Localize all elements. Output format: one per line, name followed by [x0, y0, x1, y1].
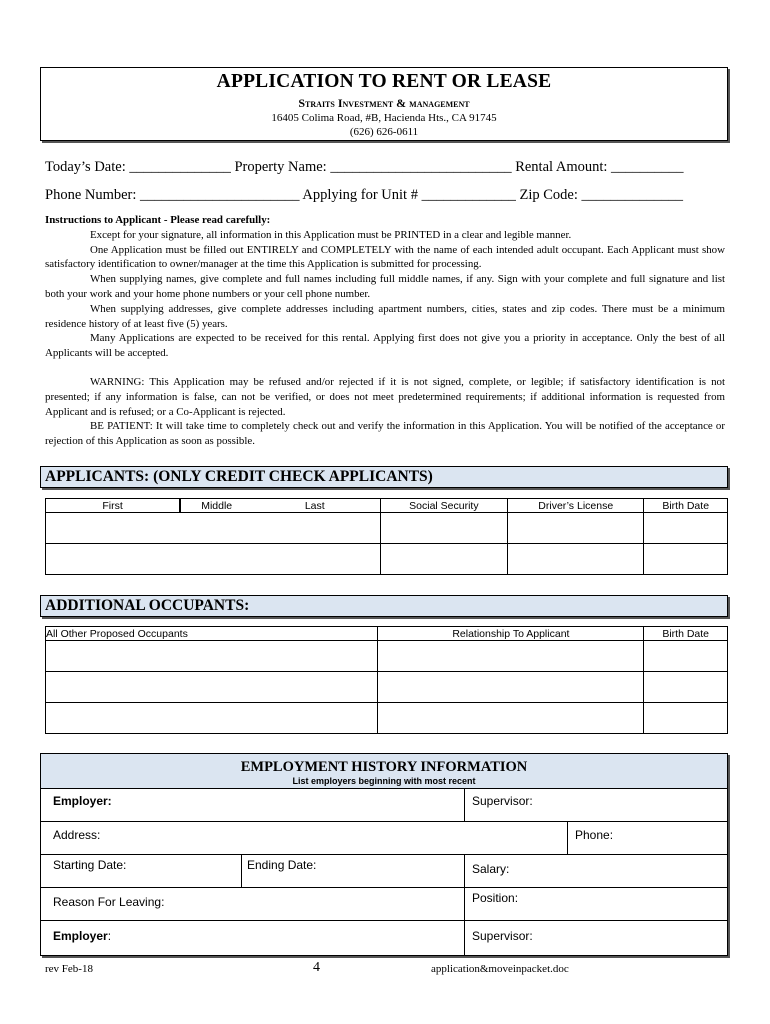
phone-field[interactable]: Phone:	[575, 828, 614, 842]
company-address: 16405 Colima Road, #B, Hacienda Hts., CA 91745	[271, 112, 497, 124]
table-row	[46, 703, 728, 734]
header-box	[40, 67, 728, 141]
table-row	[46, 672, 728, 703]
employment-subtitle: List employers beginning with most recent	[292, 776, 476, 786]
col-header-birth-date: Birth Date	[644, 627, 728, 641]
position-field[interactable]: Position:	[472, 891, 519, 905]
col-header-license: Driver’s License	[508, 499, 644, 513]
ending-date-field[interactable]: Ending Date:	[247, 858, 317, 872]
salary-field[interactable]: Salary:	[472, 862, 510, 876]
table-row	[46, 544, 728, 575]
table-row	[46, 513, 728, 544]
footer-page-number: 4	[313, 960, 320, 975]
occupant-name-cell[interactable]	[46, 672, 378, 703]
occupant-birth-cell[interactable]	[644, 641, 728, 672]
occupant-relationship-cell[interactable]	[378, 703, 644, 734]
footer-revision: rev Feb-18	[45, 963, 93, 975]
instruction-paragraph: Except for your signature, all information in this Application must be PRINTED in a clear and legible manner.	[90, 228, 572, 241]
employment-section	[40, 753, 728, 956]
instruction-paragraph: Many Applications are expected to be received for this rental. Applying first does not give you a priority in acceptance. Only the best of all Applicants will be accepted.	[45, 332, 725, 360]
instructions-heading: Instructions to Applicant - Please read carefully:	[45, 214, 271, 226]
col-header-last: Last	[304, 499, 325, 512]
occupant-name-cell[interactable]	[46, 641, 378, 672]
employment-title: EMPLOYMENT HISTORY INFORMATION	[240, 759, 528, 775]
employment-header	[41, 754, 727, 788]
applicant-license-cell[interactable]	[508, 544, 644, 575]
col-header-ssn: Social Security	[380, 499, 507, 513]
instruction-paragraph: One Application must be filled out ENTIRELY and COMPLETELY with the name of each intended adult occupant. Each Applicant must show satisfactory identification to owner/manager at the time this Application is submitted for processing.	[45, 243, 725, 271]
reason-for-leaving-field[interactable]: Reason For Leaving:	[53, 895, 165, 909]
applicants-section-title: APPLICANTS: (ONLY CREDIT CHECK APPLICANTS)	[40, 466, 728, 488]
field-line-dates[interactable]: Today’s Date: ______________ Property Name: _________________________ Rental Amount: __________	[45, 159, 684, 175]
occupant-relationship-cell[interactable]	[378, 641, 644, 672]
page-title: APPLICATION TO RENT OR LEASE	[216, 71, 552, 92]
applicant-ssn-cell[interactable]	[380, 513, 507, 544]
instructions	[45, 213, 725, 449]
employer-field-2[interactable]: Employer:	[53, 929, 112, 943]
starting-date-field[interactable]: Starting Date:	[53, 858, 127, 872]
instruction-paragraph: When supplying addresses, give complete addresses including apartment numbers, cities, states and zip codes. There must be a minimum residence history of at least five (5) years.	[45, 302, 725, 330]
supervisor-field[interactable]: Supervisor:	[472, 794, 533, 808]
applicants-table	[45, 498, 728, 575]
occupant-birth-cell[interactable]	[644, 672, 728, 703]
col-header-birth-date: Birth Date	[644, 499, 728, 513]
company-name: Straits Investment & management	[298, 96, 470, 110]
applicant-name-cell[interactable]	[46, 513, 381, 544]
occupant-name-cell[interactable]	[46, 703, 378, 734]
table-row	[46, 641, 728, 672]
footer-filename: application&moveinpacket.doc	[431, 963, 569, 975]
occupant-relationship-cell[interactable]	[378, 672, 644, 703]
occupant-birth-cell[interactable]	[644, 703, 728, 734]
occupants-section-title: ADDITIONAL OCCUPANTS:	[40, 595, 728, 617]
patience-paragraph: BE PATIENT: It will take time to completely check out and verify the information in this Application. You will be notified of the acceptance or rejection of this Application as soon as possible.	[45, 420, 725, 448]
warning-paragraph: WARNING: This Application may be refused and/or rejected if it is not signed, complete, or legible; if satisfactory identification is not presented; if any information is false, can not be verified, or does not meet predetermined requirements; if additional information is requested from Applicant and is refused; or a Co-Applicant is rejected.	[45, 375, 725, 418]
supervisor-field-2[interactable]: Supervisor:	[472, 929, 533, 943]
applicant-birth-cell[interactable]	[644, 513, 728, 544]
col-header-middle: Middle	[201, 499, 233, 512]
field-line-phone[interactable]: Phone Number: ______________________ Applying for Unit # _____________ Zip Code: ______________	[45, 187, 683, 203]
occupants-table	[45, 626, 728, 734]
applicant-birth-cell[interactable]	[644, 544, 728, 575]
instruction-paragraph: When supplying names, give complete and full names including full middle names, if any. Sign with your complete and full signature and list both your work and your home phone numbers or your cell phone number.	[45, 273, 725, 300]
applicant-name-cell[interactable]	[46, 544, 381, 575]
address-field[interactable]: Address:	[53, 828, 101, 842]
col-header-occupants: All Other Proposed Occupants	[46, 627, 378, 641]
employer-field[interactable]: Employer:	[53, 794, 112, 808]
applicant-license-cell[interactable]	[508, 513, 644, 544]
applicant-ssn-cell[interactable]	[380, 544, 507, 575]
col-header-first: First	[46, 499, 180, 513]
col-header-relationship: Relationship To Applicant	[378, 627, 644, 641]
company-phone: (626) 626-0611	[349, 126, 419, 138]
